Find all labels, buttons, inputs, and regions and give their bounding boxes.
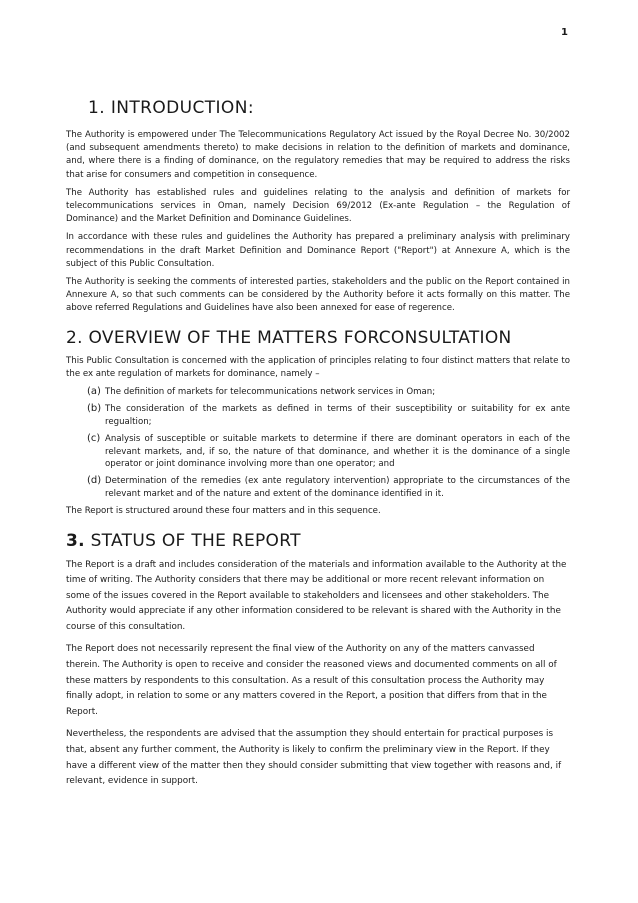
matters-list	[66, 386, 570, 500]
section-3-paragraph-2: The Report does not necessarily represent the final view of the Authority on any of the matters canvassed therein. The Authority is open to receive and consider the reasoned views and documented comments on all of these matters by respondents to this consultation. As a result of this consultation process the Authority may finally adopt, in relation to some or any matters covered in the Report, a position that differs from that in the Report.	[66, 644, 557, 717]
section-2-intro: This Public Consultation is concerned with the application of principles relating to four distinct matters that relate to the ex ante regulation of markets for dominance, namely –	[66, 355, 570, 379]
section-3-heading	[66, 531, 570, 551]
list-item-text: Analysis of susceptible or suitable markets to determine if there are dominant operators in each of the relevant markets, and, if so, the nature of that dominance, and whether it is the dominance of a single operator or joint dominance involving more than one operator; and	[105, 434, 570, 470]
list-item	[66, 433, 570, 470]
document-body	[66, 98, 570, 797]
list-item	[66, 403, 570, 428]
list-item-text: Determination of the remedies (ex ante regulatory intervention) appropriate to the circumstances of the relevant market and of the nature and extent of the dominance identified in it.	[105, 476, 570, 499]
section-1-paragraph-4: The Authority is seeking the comments of interested parties, stakeholders and the public on the Report contained in Annexure A, so that such comments can be considered by the Authority before it acts formally on this matter. The above referred Regulations and Guidelines have also been annexed for ease of regerence.	[66, 277, 570, 314]
section-3-paragraph-3: Nevertheless, the respondents are advised that the assumption they should entertain for practical purposes is that, absent any further comment, the Authority is likely to confirm the preliminary view in the Report. If they have a different view of the matter then they should consider submitting that view together with reasons and, if relevant, evidence in support.	[66, 729, 562, 787]
list-item-label: (b)	[87, 403, 102, 415]
list-item	[66, 475, 570, 500]
section-3-paragraph-1: The Report is a draft and includes consideration of the materials and information available to the Authority at the time of writing. The Authority considers that there may be additional or more recent relevant information on some of the issues covered in the Report available to stakeholders and licensees and other stakeholders. The Authority would appreciate if any other information considered to be relevant is shared with the Authority in the course of this consultation.	[66, 559, 567, 632]
list-item-label: (a)	[87, 386, 101, 398]
list-item-text: The definition of markets for telecommunications network services in Oman;	[105, 387, 436, 398]
section-1-heading: 1. INTRODUCTION:	[88, 98, 254, 118]
list-item-label: (d)	[87, 475, 102, 487]
section-2-heading: 2. OVERVIEW OF THE MATTERS FORCONSULTATION	[66, 327, 512, 348]
list-item-text: The consideration of the markets as defined in terms of their susceptibility or suitability for ex ante regualtion;	[105, 404, 570, 427]
list-item	[66, 386, 570, 398]
section-3-heading-text: STATUS OF THE REPORT	[84, 530, 301, 551]
section-2-outro: The Report is structured around these four matters and in this sequence.	[66, 506, 381, 517]
section-1-paragraph-1: The Authority is empowered under The Telecommunications Regulatory Act issued by the Royal Decree No. 30/2002 (and subsequent amendments thereto) to make decisions in relation to the definition of markets and dominance, and, where there is a finding of dominance, on the regulatory remedies that may be required to address the risks that arise for consumers and competition in consequence.	[66, 130, 570, 180]
section-3-heading-number: 3.	[66, 530, 85, 551]
section-1-paragraph-3: In accordance with these rules and guidelines the Authority has prepared a preliminary analysis with preliminary recommendations in the draft Market Definition and Dominance Report ("Report") at Annexure A, which is the subject of this Public Consultation.	[66, 232, 570, 269]
list-item-label: (c)	[87, 433, 101, 445]
section-1-paragraph-2: The Authority has established rules and guidelines relating to the analysis and definition of markets for telecommunications services in Oman, namely Decision 69/2012 (Ex-ante Regulation – the Regulation of Dominance) and the Market Definition and Dominance Guidelines.	[66, 187, 570, 225]
page-number: 1	[561, 27, 568, 38]
